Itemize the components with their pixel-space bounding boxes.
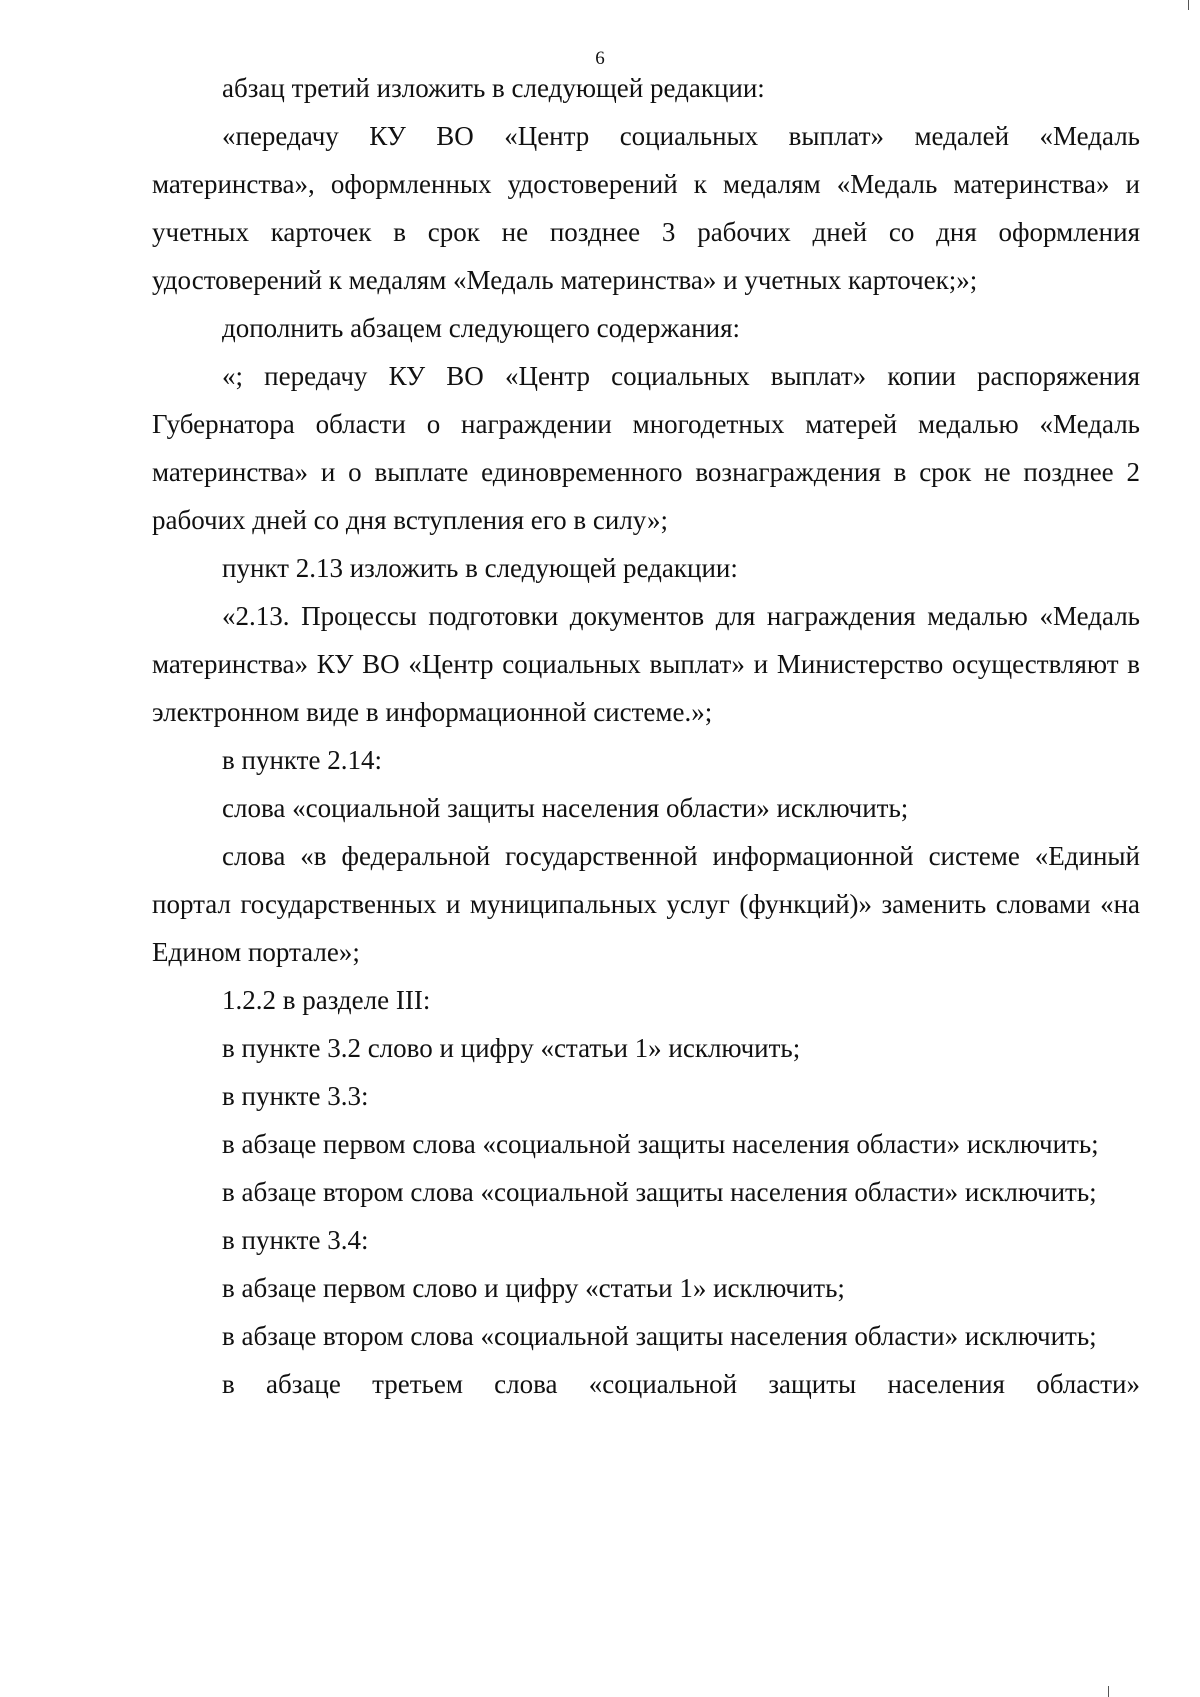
page-number: 6 [595,48,605,69]
paragraph: в абзаце третьем слова «социальной защиты населения области» [222,1369,1140,1399]
paragraph: в пункте 2.14: [222,745,382,775]
paragraph: в пункте 3.2 слово и цифру «статьи 1» исключить; [222,1033,801,1063]
paragraph: слова «социальной защиты населения области» исключить; [222,793,909,823]
scan-edge-mark-bottom [1108,1686,1109,1697]
paragraph: в абзаце втором слова «социальной защиты населения области» исключить; [222,1321,1097,1351]
paragraph: пункт 2.13 изложить в следующей редакции: [222,553,738,583]
paragraph: 1.2.2 в разделе III: [222,985,431,1015]
paragraph: в пункте 3.4: [222,1225,369,1255]
paragraph: «2.13. Процессы подготовки документов для награждения медалью «Медаль материнства» КУ ВО «Центр социальных выплат» и Министерство осуществляют в электронном виде в информационной системе.»; [152,601,1140,727]
paragraph: слова «в федеральной государственной информационной системе «Единый портал государственных и муниципальных услуг (функций)» заменить словами «на Едином портале»; [152,841,1140,967]
document-body [152,64,1140,1408]
paragraph: в пункте 3.3: [222,1081,369,1111]
paragraph: «; передачу КУ ВО «Центр социальных выплат» копии распоряжения Губернатора области о награждении многодетных матерей медалью «Медаль материнства» и о выплате единовременного вознаграждения в срок не позднее 2 рабочих дней со дня вступления его в силу»; [152,361,1140,535]
paragraph: в абзаце первом слова «социальной защиты населения области» исключить; [222,1129,1099,1159]
paragraph: абзац третий изложить в следующей редакции: [222,73,765,103]
scan-edge-mark-top [1188,0,1189,10]
paragraph: «передачу КУ ВО «Центр социальных выплат» медалей «Медаль материнства», оформленных удостоверений к медалям «Медаль материнства» и учетных карточек в срок не позднее 3 рабочих дней со дня оформления удостоверений к медалям «Медаль материнства» и учетных карточек;»; [152,121,1140,295]
paragraph: в абзаце первом слово и цифру «статьи 1» исключить; [222,1273,845,1303]
paragraph: в абзаце втором слова «социальной защиты населения области» исключить; [222,1177,1097,1207]
paragraph: дополнить абзацем следующего содержания: [222,313,741,343]
